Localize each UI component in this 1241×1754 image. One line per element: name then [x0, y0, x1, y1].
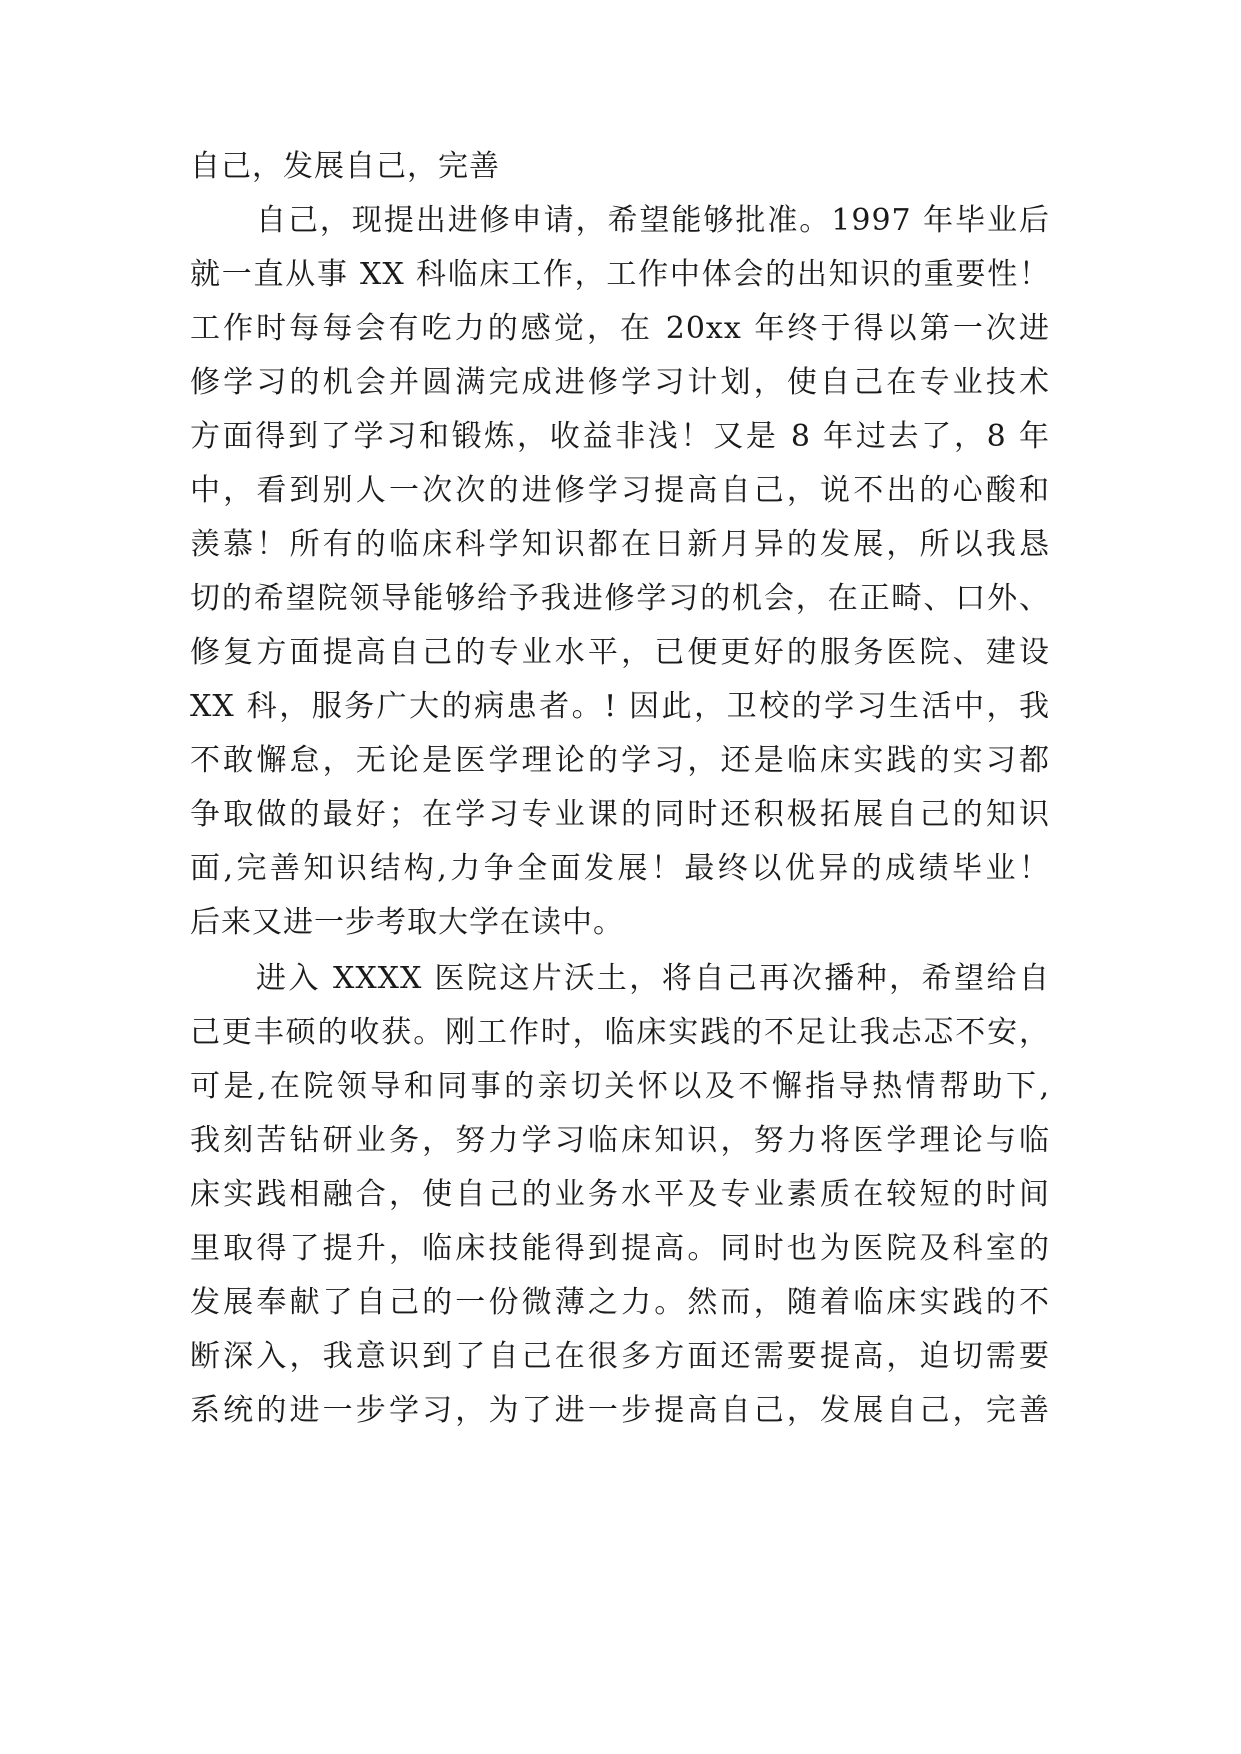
paragraph-first-line: 自己，现提出进修申请，希望能够批准。1997 年毕业后	[256, 203, 1050, 238]
text-line: 方面得到了学习和锻炼，收益非浅！又是 8 年过去了，8 年	[190, 419, 1050, 454]
text-line: XX 科，服务广大的病患者。! 因此，卫校的学习生活中，我	[190, 689, 1050, 724]
text-line: 里取得了提升，临床技能得到提高。同时也为医院及科室的	[190, 1231, 1050, 1266]
paragraph-first-line: 进入 XXXX 医院这片沃土，将自己再次播种，希望给自	[256, 961, 1050, 996]
paragraph-last-line: 后来又进一步考取大学在读中。	[190, 905, 624, 940]
text-line: 不敢懈怠，无论是医学理论的学习，还是临床实践的实习都	[190, 743, 1050, 778]
text-line: 可是,在院领导和同事的亲切关怀以及不懈指导热情帮助下,	[190, 1069, 1050, 1104]
text-line: 床实践相融合，使自己的业务水平及专业素质在较短的时间	[190, 1177, 1050, 1212]
text-line: 己更丰硕的收获。刚工作时，临床实践的不足让我忐忑不安，	[190, 1015, 1050, 1050]
text-line: 断深入，我意识到了自己在很多方面还需要提高，迫切需要	[190, 1339, 1050, 1374]
text-line: 争取做的最好；在学习专业课的同时还积极拓展自己的知识	[190, 797, 1050, 832]
text-line: 面,完善知识结构,力争全面发展！最终以优异的成绩毕业！	[190, 851, 1050, 886]
text-line: 工作时每每会有吃力的感觉，在 20xx 年终于得以第一次进	[190, 311, 1050, 346]
text-line: 修复方面提高自己的专业水平，已便更好的服务医院、建设	[190, 635, 1050, 670]
text-line: 中，看到别人一次次的进修学习提高自己，说不出的心酸和	[190, 473, 1050, 508]
text-line: 羡慕！所有的临床科学知识都在日新月异的发展，所以我恳	[190, 527, 1050, 562]
text-line: 修学习的机会并圆满完成进修学习计划，使自己在专业技术	[190, 365, 1050, 400]
text-line: 自己，发展自己，完善	[190, 149, 500, 184]
text-line: 就一直从事 XX 科临床工作，工作中体会的出知识的重要性！	[190, 257, 1050, 292]
text-line: 切的希望院领导能够给予我进修学习的机会，在正畸、口外、	[190, 581, 1050, 616]
text-line: 发展奉献了自己的一份微薄之力。然而，随着临床实践的不	[190, 1285, 1050, 1320]
text-line: 系统的进一步学习，为了进一步提高自己，发展自己，完善	[190, 1393, 1050, 1428]
text-line: 我刻苦钻研业务，努力学习临床知识，努力将医学理论与临	[190, 1123, 1050, 1158]
